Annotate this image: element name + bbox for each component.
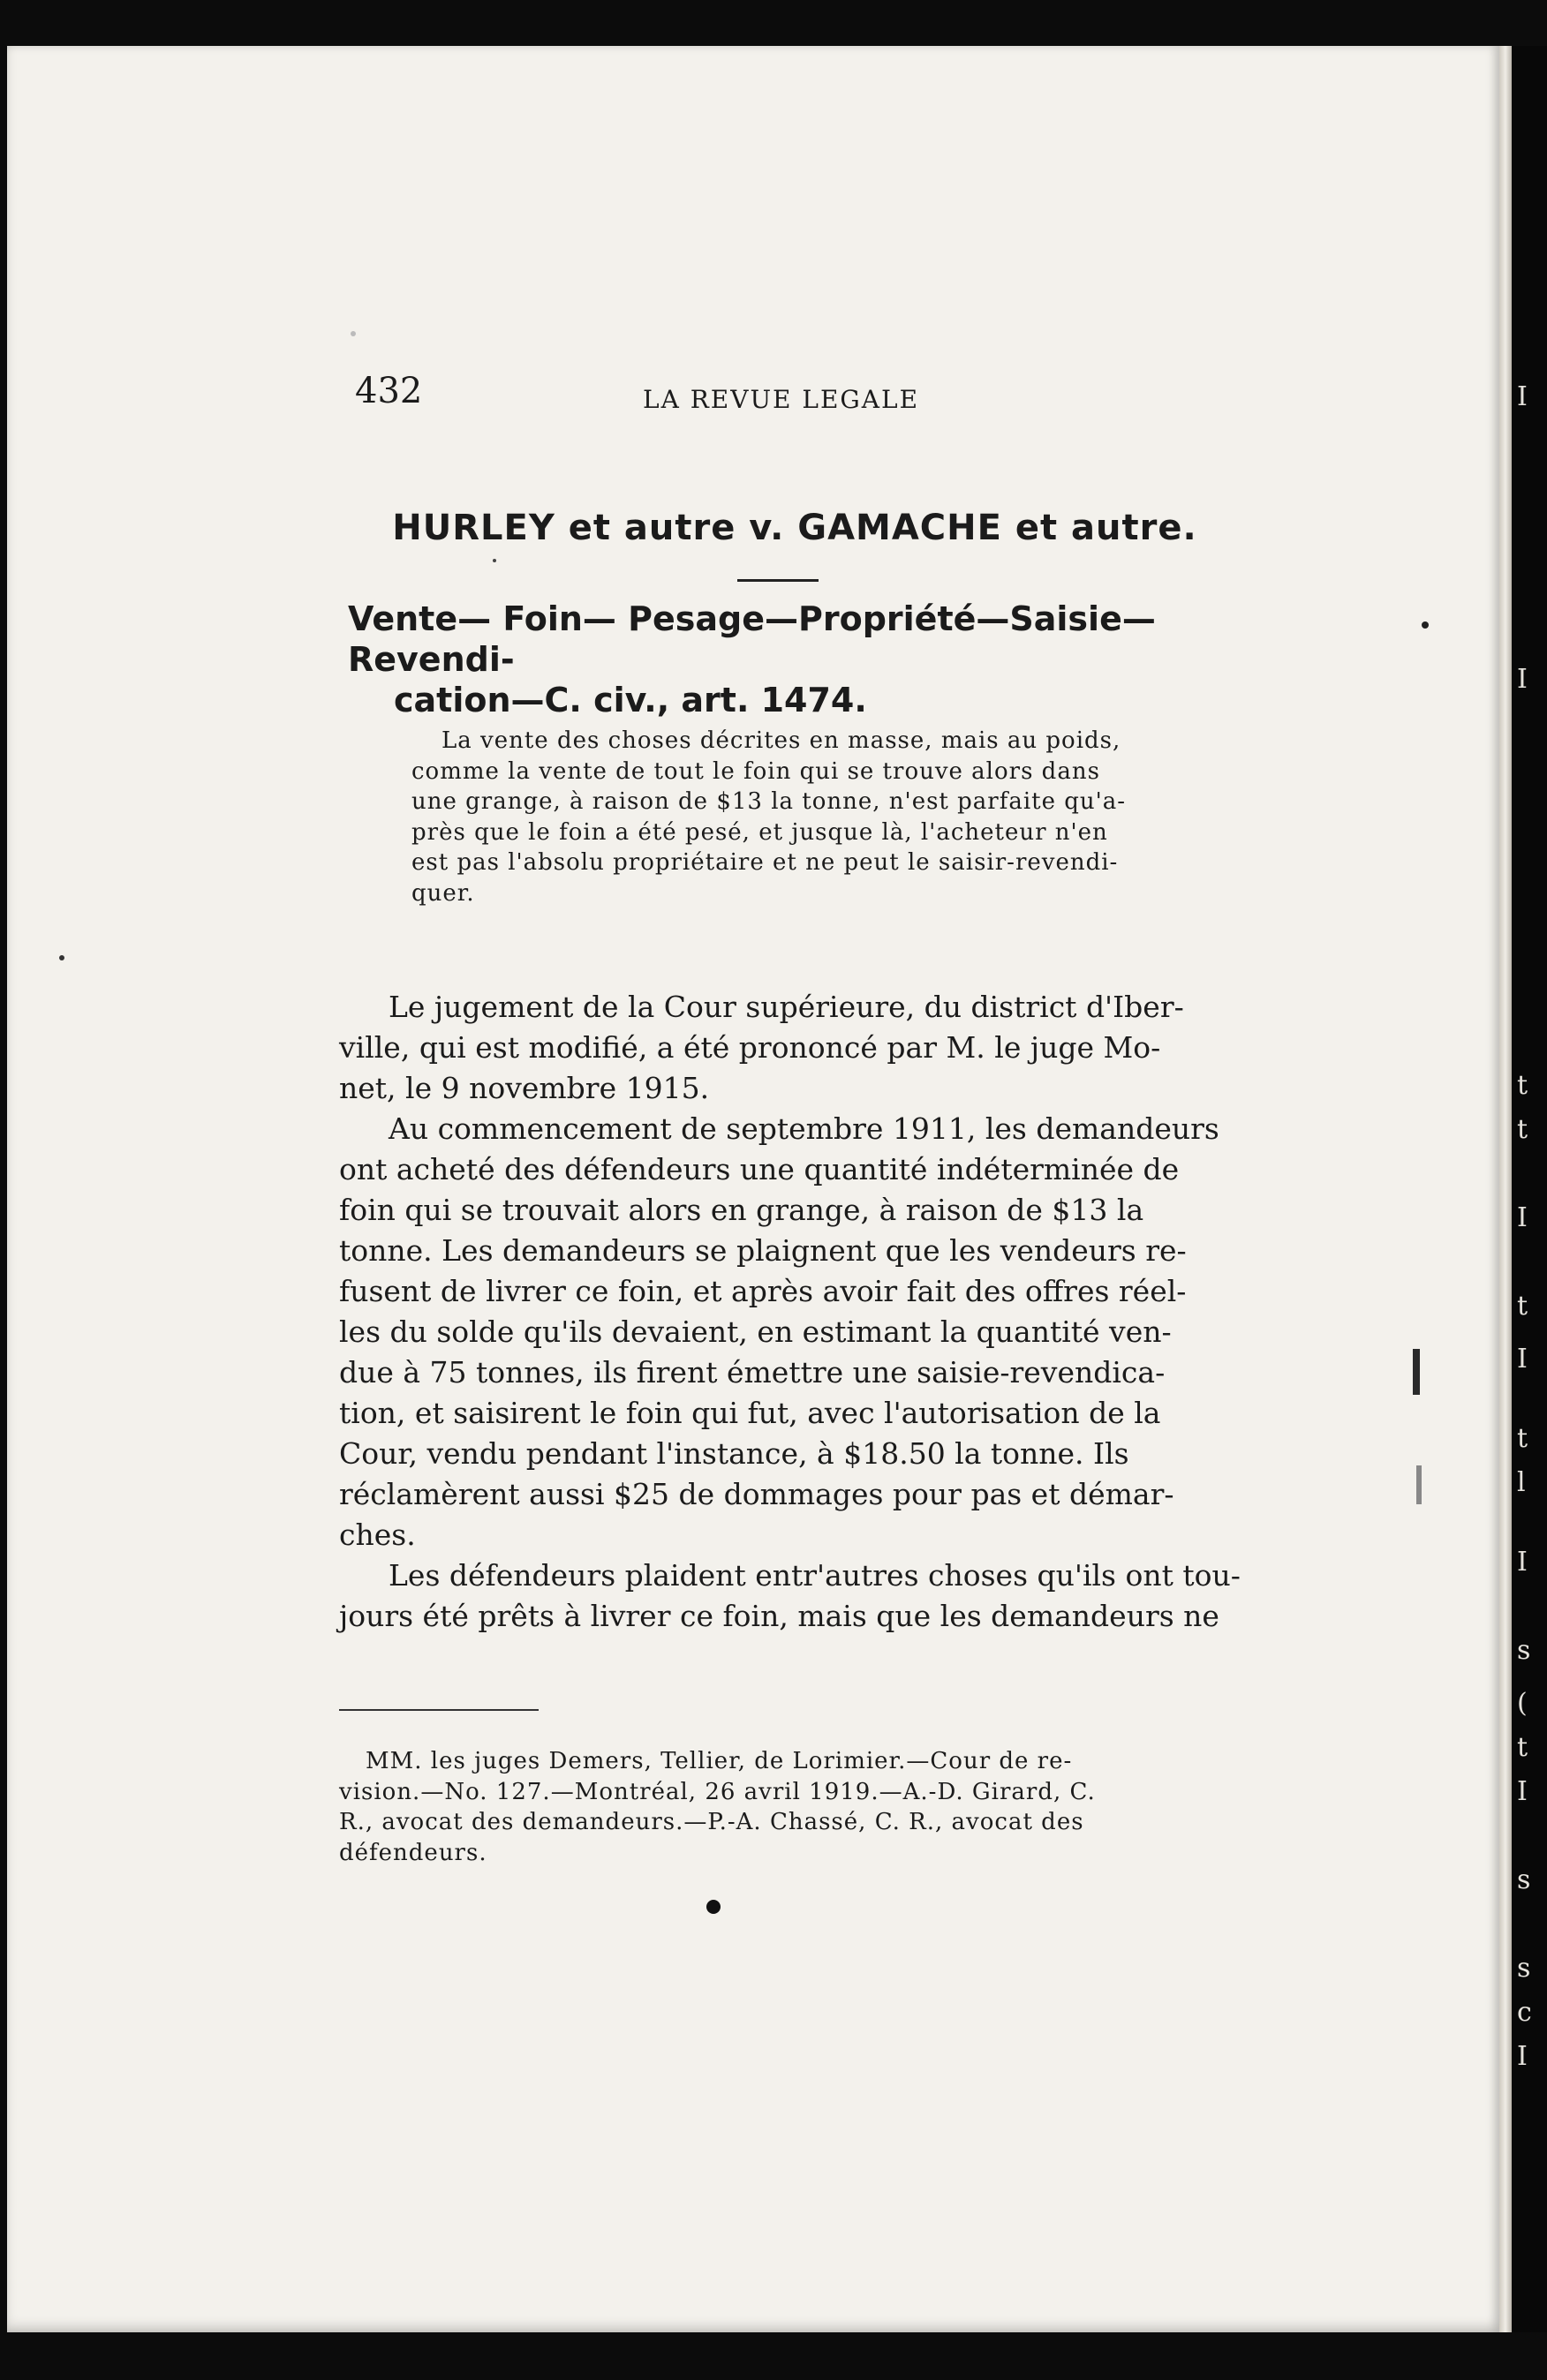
- footnote-line: défendeurs.: [339, 1839, 487, 1866]
- footnote-line: MM. les juges Demers, Tellier, de Lorimier.—Cour de re-: [366, 1748, 1073, 1774]
- body-line: foin qui se trouvait alors en grange, à raison de $13 la: [339, 1193, 1144, 1227]
- body-line: Au commencement de septembre 1911, les demandeurs: [389, 1111, 1219, 1146]
- body-line: tion, et saisirent le foin qui fut, avec l'autorisation de la: [339, 1396, 1161, 1430]
- facing-page-letter: t: [1517, 1423, 1528, 1454]
- page-number: 432: [355, 371, 423, 411]
- facing-page-letter: I: [1517, 1776, 1528, 1807]
- body-line: Le jugement de la Cour supérieure, du district d'Iber-: [389, 990, 1184, 1024]
- headnote-line: La vente des choses décrites en masse, mais au poids,: [441, 727, 1121, 754]
- facing-page-letter: s: [1517, 1635, 1531, 1666]
- facing-page-letter: I: [1517, 2041, 1528, 2072]
- facing-page-letter: I: [1517, 1202, 1528, 1233]
- body-line: Cour, vendu pendant l'instance, à $18.50 la tonne. Ils: [339, 1436, 1129, 1471]
- headnote-line: quer.: [411, 879, 475, 907]
- footnote-line: vision.—No. 127.—Montréal, 26 avril 1919.—A.-D. Girard, C.: [339, 1778, 1096, 1805]
- facing-page-letter: s: [1517, 1953, 1531, 1984]
- facing-page-letter: l: [1517, 1467, 1526, 1498]
- facing-page-letter: s: [1517, 1864, 1531, 1895]
- facing-page-letter: (: [1517, 1688, 1528, 1719]
- facing-page-letter: I: [1517, 1344, 1528, 1375]
- facing-page-letter: I: [1517, 1547, 1528, 1578]
- facing-page-letter: c: [1517, 1997, 1532, 2028]
- body-line: ville, qui est modifié, a été prononcé par M. le juge Mo-: [339, 1030, 1161, 1065]
- body-line: ches.: [339, 1518, 416, 1552]
- body-line: jours été prêts à livrer ce foin, mais que les demandeurs ne: [339, 1599, 1219, 1633]
- facing-page-letter: I: [1517, 381, 1528, 412]
- case-title: HURLEY et autre v. GAMACHE et autre.: [392, 508, 1197, 548]
- subject-line: Vente— Foin— Pesage—Propriété—Saisie—Revendi-: [348, 599, 1156, 679]
- facing-page-letter: t: [1517, 1732, 1528, 1763]
- body-line: Les défendeurs plaident entr'autres choses qu'ils ont tou-: [389, 1558, 1241, 1593]
- facing-page-letter: t: [1517, 1291, 1528, 1322]
- facing-page-letter: I: [1517, 664, 1528, 695]
- subject-line: cation—C. civ., art. 1474.: [394, 681, 867, 719]
- body-line: net, le 9 novembre 1915.: [339, 1071, 710, 1105]
- body-line: les du solde qu'ils devaient, en estimant la quantité ven-: [339, 1314, 1172, 1349]
- facing-page-letter: t: [1517, 1070, 1528, 1101]
- facing-page-letter: t: [1517, 1114, 1528, 1145]
- headnote-line: est pas l'absolu propriétaire et ne peut le saisir-revendi-: [411, 849, 1119, 876]
- body-line: réclamèrent aussi $25 de dommages pour pas et démar-: [339, 1477, 1174, 1511]
- headnote-line: près que le foin a été pesé, et jusque là, l'acheteur n'en: [411, 818, 1108, 846]
- headnote-line: une grange, à raison de $13 la tonne, n'est parfaite qu'a-: [411, 788, 1127, 815]
- body-line: tonne. Les demandeurs se plaignent que les vendeurs re-: [339, 1233, 1187, 1268]
- footnote-line: R., avocat des demandeurs.—P.-A. Chassé, C. R., avocat des: [339, 1809, 1084, 1835]
- body-line: fusent de livrer ce foin, et après avoir fait des offres réel-: [339, 1274, 1187, 1308]
- journal-title: LA REVUE LEGALE: [643, 385, 920, 414]
- body-line: ont acheté des défendeurs une quantité indéterminée de: [339, 1152, 1180, 1186]
- headnote-line: comme la vente de tout le foin qui se trouve alors dans: [411, 757, 1100, 785]
- body-line: due à 75 tonnes, ils firent émettre une saisie-revendica-: [339, 1355, 1166, 1390]
